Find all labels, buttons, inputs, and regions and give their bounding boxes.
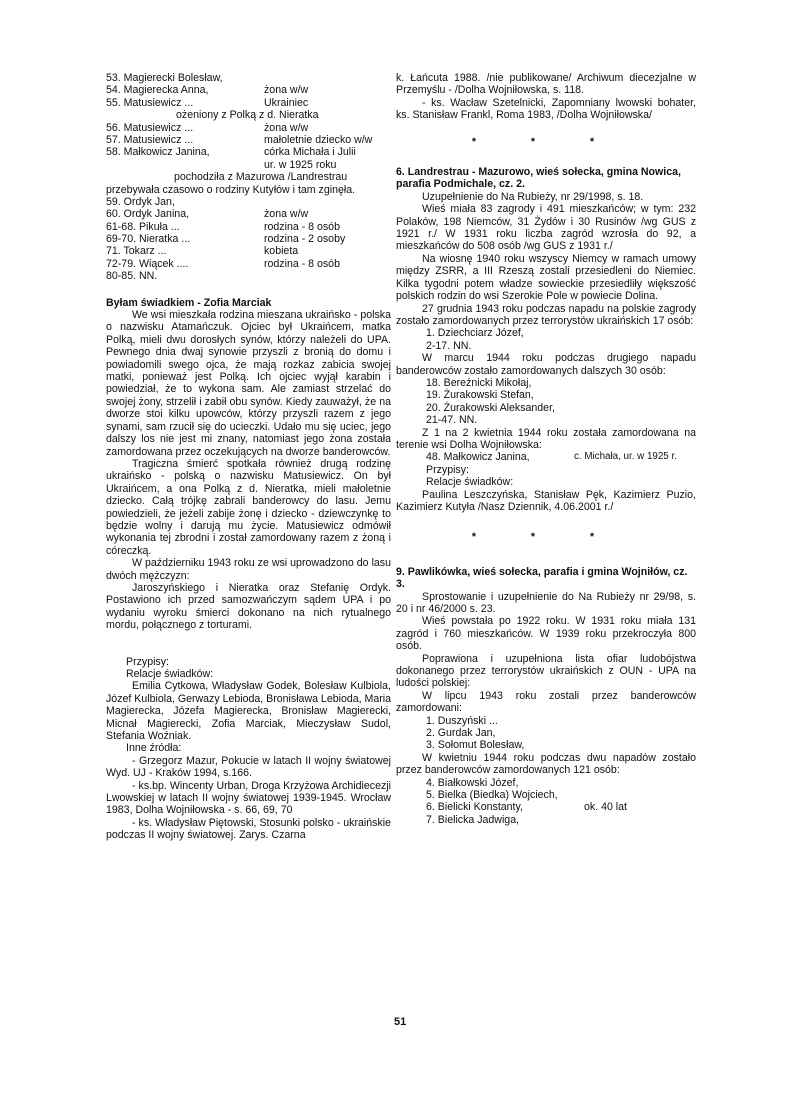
list-item: 3. Sołomut Bolesław, bbox=[426, 739, 525, 752]
paragraph: 27 grudnia 1943 roku podczas napadu na polskie zagrody zostało zamordowanych przez terrorystów ukraińskich 17 osób: bbox=[396, 302, 696, 327]
paragraph: - ks. Wacław Szetelnicki, Zapomniany lwowski bohater, ks. Stanisław Frankl, Roma 1983, /Dolha Wojniłowska/ bbox=[396, 96, 696, 122]
paragraph: Wieś miała 83 zagrody i 491 mieszkańców; w tym: 232 Polaków, 198 Niemców, 31 Żydów i 30 Rusinów /wg GUS z 1921 r./ W 1931 roku liczba zagród wzrosła do 92, a mieszkańców do 508 osób /wg GUS z 1931 r./ bbox=[396, 203, 696, 253]
paragraph: Sprostowanie i uzupełnienie do Na Rubieży nr 29/98, s. 20 i nr 46/2000 s. 23. bbox=[396, 590, 696, 616]
list-item: 80-85. NN. bbox=[106, 270, 158, 283]
witnesses-label: Relacje świadków: bbox=[426, 476, 514, 489]
list-item: 21-47. NN. bbox=[426, 414, 478, 427]
list-item: 4. Białkowski Józef, bbox=[426, 776, 519, 789]
witness-heading: Byłam świadkiem - Zofia Marciak bbox=[106, 296, 272, 309]
section-separator: * * * bbox=[471, 135, 621, 148]
married-note: ożeniony z Polką z d. Nieratka bbox=[176, 109, 319, 122]
list-item: 6. Bielicki Konstanty, ok. 40 lat bbox=[426, 801, 627, 814]
list-item: 55. Matusiewicz ... Ukrainiec bbox=[106, 96, 309, 109]
paragraph: W lipcu 1943 roku zostali przez banderowców zamordowani: bbox=[396, 689, 696, 715]
footnotes-label: Przypisy: bbox=[426, 463, 469, 476]
page-number: 51 bbox=[394, 1016, 407, 1028]
source-entry: - Grzegorz Mazur, Pokucie w latach II wojny światowej Wyd. UJ - Kraków 1994, s.166. bbox=[106, 754, 391, 780]
list-item: 56. Matusiewicz ... żona w/w bbox=[106, 121, 309, 134]
list-item: 71. Tokarz ... kobieta bbox=[106, 245, 299, 258]
source-entry: - ks. Władysław Piętowski, Stosunki polsko - ukraińskie podczas II wojny światowej. Zarys. Czarna bbox=[106, 816, 391, 842]
sources-label: Inne źródła: bbox=[126, 742, 182, 755]
witnesses-label: Relacje świadków: bbox=[126, 668, 214, 681]
list-item: 58. Małkowicz Janina, córka Michała i Julii bbox=[106, 146, 356, 159]
section-heading: 6. Landrestrau - Mazurowo, wieś sołecka, gmina Nowica, parafia Podmichale, cz. 2. bbox=[396, 166, 681, 191]
list-item: 7. Bielicka Jadwiga, bbox=[426, 813, 520, 826]
list-item: 53. Magierecki Bolesław, bbox=[106, 72, 223, 84]
list-item: 1. Dziechciarz Józef, bbox=[426, 327, 524, 340]
right-column bbox=[396, 72, 696, 826]
paragraph: Z 1 na 2 kwietnia 1944 roku została zamordowana na terenie wsi Dolha Wojniłowska: bbox=[396, 426, 696, 451]
list-item: 72-79. Wiącek .... rodzina - 8 osób bbox=[106, 257, 340, 270]
list-item: 5. Bielka (Biedka) Wojciech, bbox=[426, 789, 558, 802]
origin-note: pochodziła z Mazurowa /Landrestrau bbox=[174, 171, 348, 184]
list-item: 60. Ordyk Janina, żona w/w bbox=[106, 208, 309, 221]
paragraph: k. Łańcuta 1988. /nie publikowane/ Archiwum diecezjalne w Przemyślu - /Dolha Wojniłowska, s. 118. bbox=[396, 72, 696, 97]
footnotes-label: Przypisy: bbox=[126, 655, 169, 668]
paragraph: Jaroszyńskiego i Nieratka oraz Stefanię Ordyk. Postawiono ich przed samozwańczym sądem UPA i po wydaniu wyroku śmierci dokonano na nich rytualnego mordu, połącznego z torturami. bbox=[106, 581, 391, 632]
list-item: 48. Małkowicz Janina, c. Michała, ur. w 1925 r. bbox=[426, 451, 677, 464]
list-item: 1. Duszyński ... bbox=[426, 714, 498, 727]
paragraph: W marcu 1944 roku podczas drugiego napadu banderowców zostało zamordowanych dalszych 30 osób: bbox=[396, 352, 696, 377]
list-item: 19. Żurakowski Stefan, bbox=[426, 389, 534, 402]
section-heading: 9. Pawlikówka, wieś sołecka, parafia i gmina Wojniłów, cz. 3. bbox=[396, 565, 688, 591]
list-item: 2. Gurdak Jan, bbox=[426, 727, 496, 740]
list-item: 61-68. Pikuła ... rodzina - 8 osób bbox=[106, 220, 340, 233]
list-item: 57. Matusiewicz ... małoletnie dziecko w/w bbox=[106, 133, 373, 146]
section-separator: * * * bbox=[471, 531, 621, 544]
list-item: 18. Bereźnicki Mikołaj, bbox=[426, 376, 532, 389]
paragraph: Wieś powstała po 1922 roku. W 1931 roku miała 131 zagród i 760 mieszkańców. W 1939 roku przekroczyła 800 osób. bbox=[396, 615, 696, 653]
list-item: ur. w 1925 roku bbox=[264, 158, 337, 171]
paragraph: W październiku 1943 roku ze wsi uprowadzono do lasu dwóch mężczyzn: bbox=[106, 557, 391, 582]
paragraph: Poprawiona i uzupełniona lista ofiar ludobójstwa dokonanego przez terrorystów ukraińskich z OUN - UPA na ludości polskiej: bbox=[396, 652, 696, 690]
witnesses-list: Paulina Leszczyńska, Stanisław Pęk, Kazimierz Puzio, Kazimierz Kutyła /Nasz Dziennik, 4.06.2001 r./ bbox=[396, 488, 696, 513]
source-entry: - ks.bp. Wincenty Urban, Droga Krzyżowa Archidiecezji Lwowskiej w latach II wojny światowej 1939-1945. Wrocław 1983, Dolha Wojniłowska - s. 66, 69, 70 bbox=[106, 779, 391, 817]
list-item: 54. Magierecka Anna, żona w/w bbox=[106, 84, 309, 97]
paragraph: W kwietniu 1944 roku podczas dwu napadów zostało przez banderowców zamordowanych 121 osób: bbox=[396, 751, 696, 777]
list-item: 2-17. NN. bbox=[426, 339, 472, 352]
paragraph: Tragiczna śmierć spotkała również drugą rodzinę ukraińsko - polską o nazwisku Matusiewicz. On był Ukraińcem, a ona Polką z d. Nieratka, mieli małoletnie dziecko. Całą trójkę zabrali banderowcy do lasu. Jemu powiedzieli, że jeżeli zabije żonę i dziecko - dziewczynkę to będzie wolny i darują mu życie. Matusiewicz odmówił wykonania tej zbrodni i został zamordowany razem z żoną i córeczką. bbox=[106, 457, 391, 557]
witnesses-list: Emilia Cytkowa, Władysław Godek, Bolesław Kulbiola, Józef Kulbiola, Gerwazy Lebioda, Bronisława Lebioda, Maria Magierecka, Józefa Magierecka, Bronisław Magierecki, Micnał Magierecki, Zofia Marciak, Mieczysław Sudol, Stefania Woźniak. bbox=[106, 680, 392, 743]
stayed-note: przebywała czasowo o rodziny Kutyłów i tam zginęła. bbox=[106, 183, 356, 196]
list-item: 20. Żurakowski Aleksander, bbox=[426, 401, 555, 414]
list-item: 59. Ordyk Jan, bbox=[106, 195, 175, 208]
list-item: 69-70. Nieratka ... rodzina - 2 osoby bbox=[106, 233, 346, 246]
paragraph: We wsi mieszkała rodzina mieszana ukraińsko - polska o nazwisku Atamańczuk. Ojciec był Ukraińcem, matka Polką, mieli dwu dorosłych synów, którzy należeli do UPA. Pewnego dnia dwaj synowie przyszli z bronią do domu i powiadomili swego ojca, że mają rozkaz zabicia swojej matki, ponieważ jest Polką. Ich ojciec wyjął karabin i powiedział, że to wykona sam. Ale zamiast strzelać do swojej żony, strzelił i zabił obu synów. Kiedy zauważył, że na dworze stoi kilku upowców, którzy przyszli razem z jego synami, sam rzucił się do ucieczki. Udało mu się uciec, jego dalszy los nie jest mi znany, natomiast jego żona została zamordowana przez oczekujących na dworze banderowców. bbox=[106, 309, 391, 458]
paragraph: Uzupełnienie do Na Rubieży, nr 29/1998, s. 18. bbox=[422, 190, 644, 203]
paragraph: Na wiosnę 1940 roku wszyscy Niemcy w ramach umowy między ZSRR, a III Rzeszą zostali przesiedleni do Niemiec. Kilka tygodni potem władze sowieckie przesiedliły większość polskich rodzin do wsi Szerokie Pole w powiecie Dolina. bbox=[396, 252, 696, 303]
left-column bbox=[106, 72, 391, 842]
